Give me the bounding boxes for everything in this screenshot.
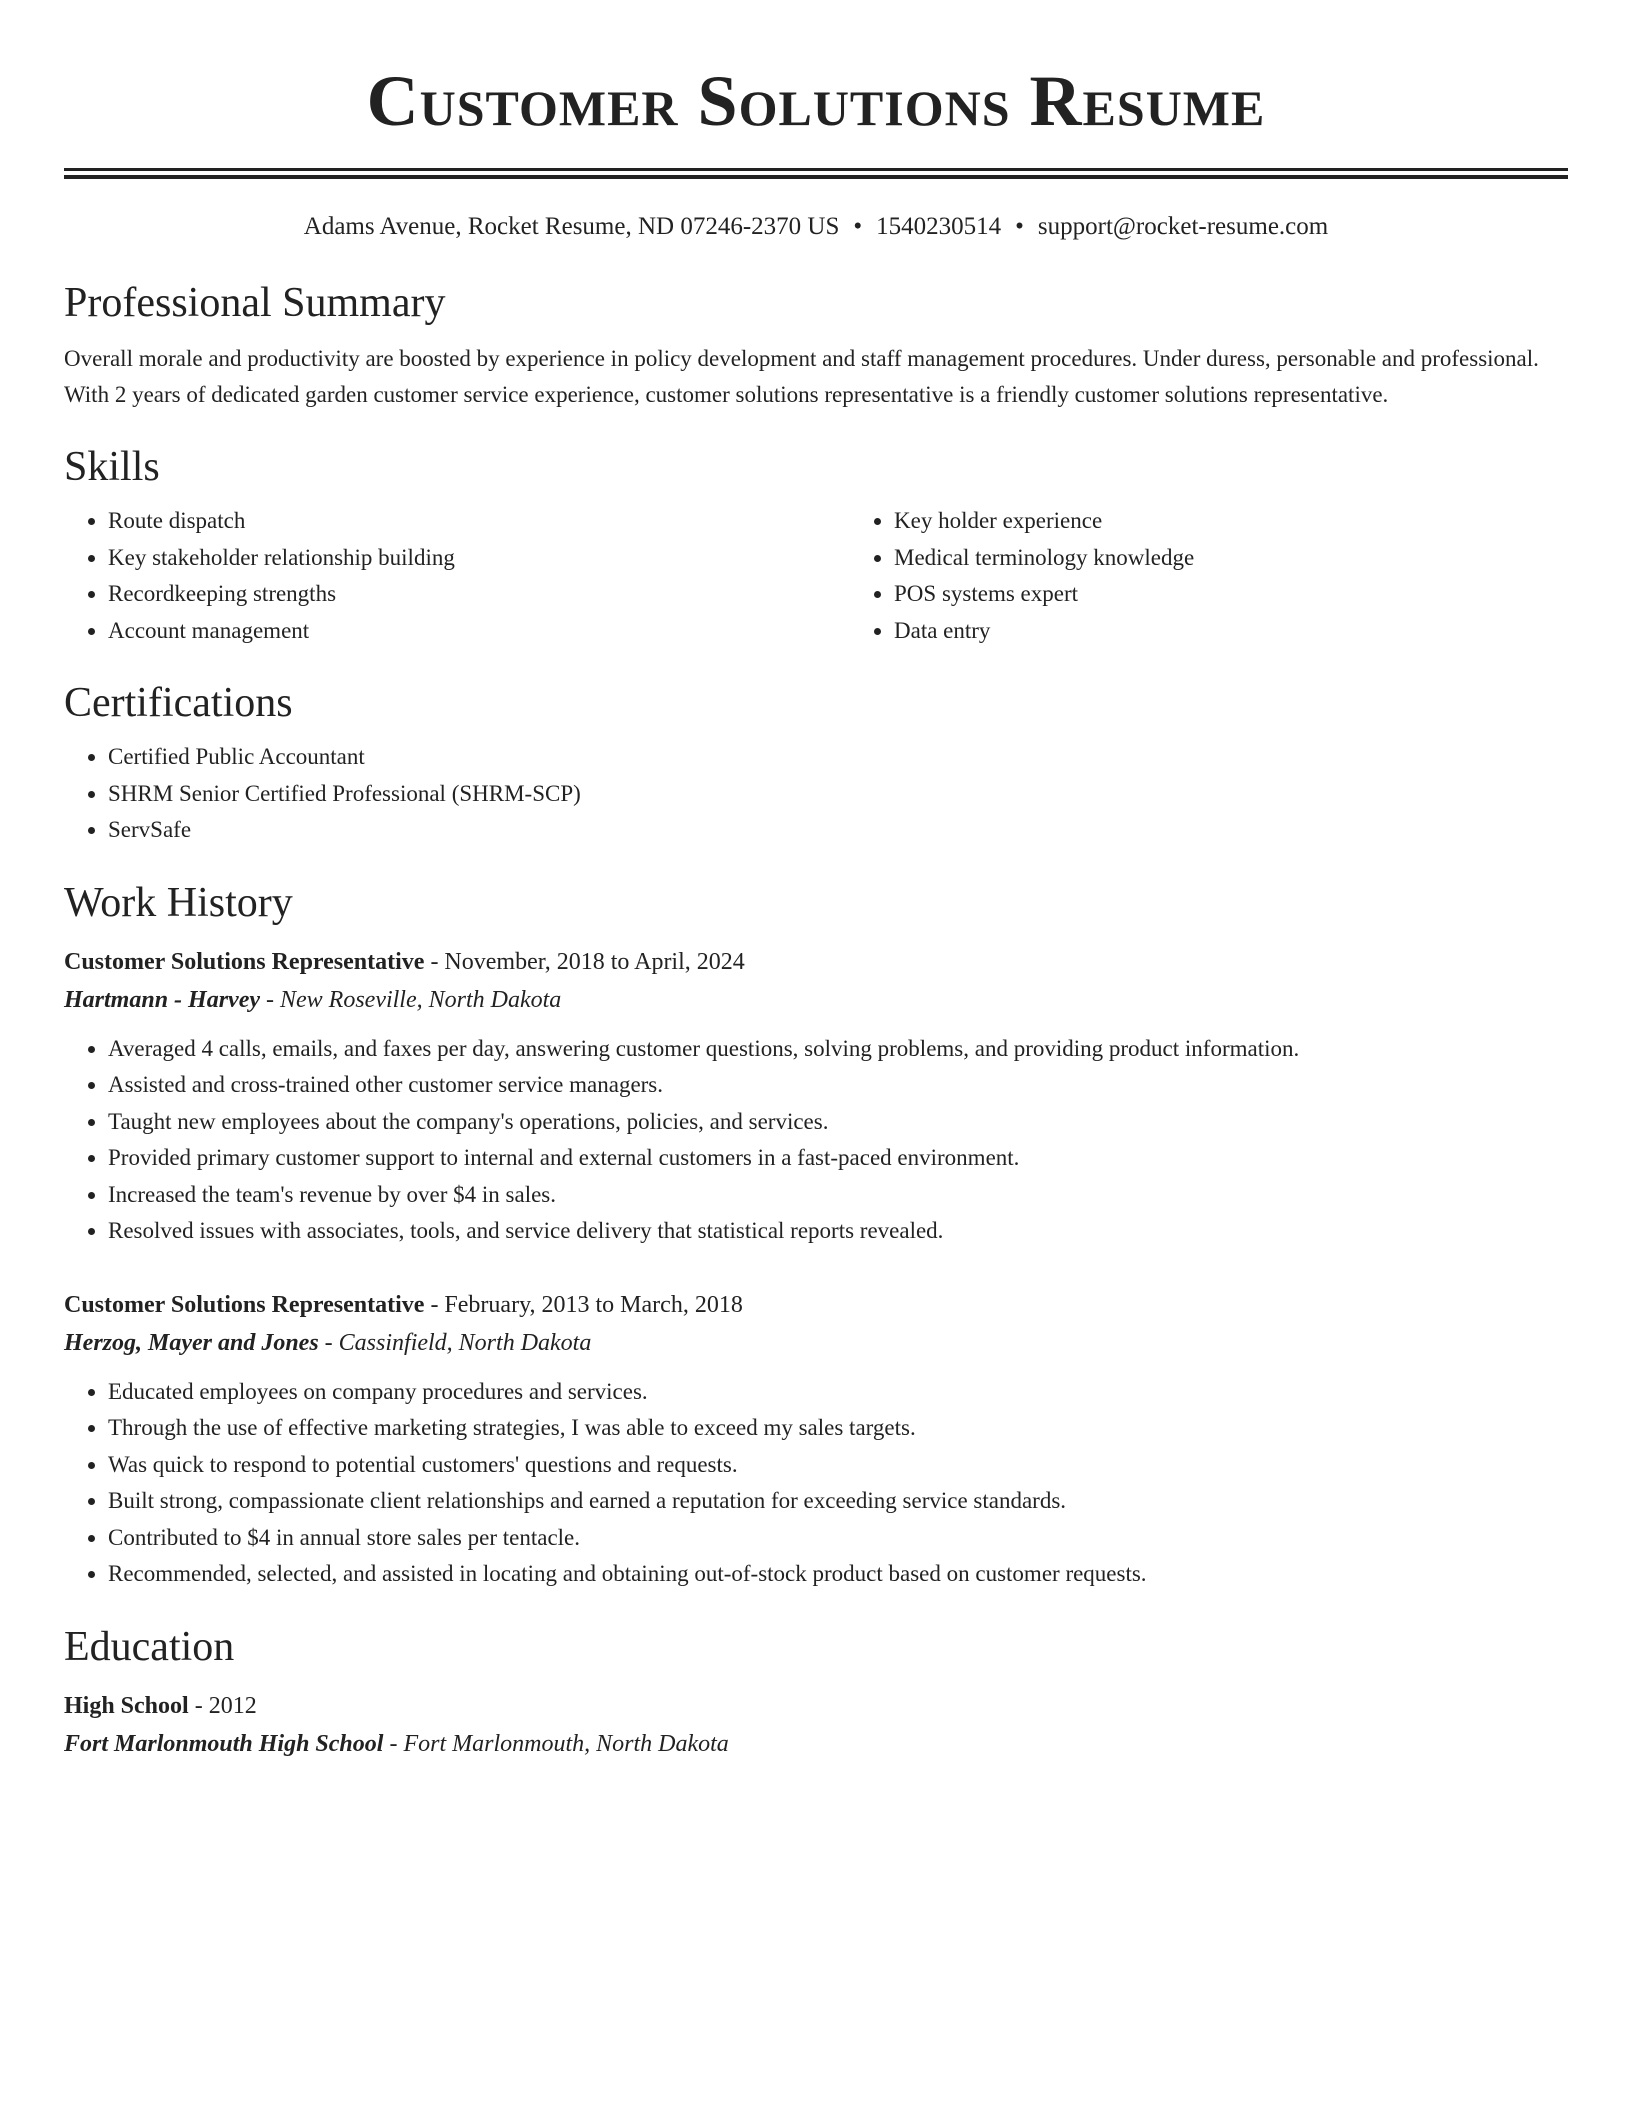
summary-text: Overall morale and productivity are boosted by experience in policy development and staff management procedures. Under duress, personable and professional. With 2 years of dedicated garden customer service experience, customer solutions representative is a friendly customer solutions representative. xyxy=(64,346,1539,407)
summary-heading: Professional Summary xyxy=(64,280,446,326)
skill-item: • Data entry xyxy=(894,613,1632,650)
job-duty-item: • Averaged 4 calls, emails, and faxes per day, answering customer questions, solving problems, and providing product information. xyxy=(108,1031,1568,1068)
job-duties-list xyxy=(64,1374,1568,1593)
education-location: - Fort Marlonmouth, North Dakota xyxy=(383,1730,729,1757)
education-heading: Education xyxy=(64,1623,235,1670)
skill-item: • Key holder experience xyxy=(894,503,1632,540)
job-entry xyxy=(64,1286,1568,1593)
skill-item: • Account management xyxy=(108,613,850,650)
summary-section xyxy=(64,277,1568,413)
job-title-line xyxy=(64,943,1568,981)
education-year: - 2012 xyxy=(188,1692,257,1719)
skill-item: • Route dispatch xyxy=(108,503,850,540)
contact-phone: 1540230514 xyxy=(876,213,1002,240)
title-divider xyxy=(64,168,1568,179)
job-title: Customer Solutions Representative xyxy=(64,1291,425,1318)
job-title: Customer Solutions Representative xyxy=(64,948,425,975)
certification-item: • ServSafe xyxy=(108,812,1568,849)
job-location: - New Roseville, North Dakota xyxy=(260,986,562,1013)
job-duty-item: • Assisted and cross-trained other customer service managers. xyxy=(108,1067,1568,1104)
certifications-heading: Certifications xyxy=(64,680,293,726)
job-duty-item: • Provided primary customer support to internal and external customers in a fast-paced environment. xyxy=(108,1140,1568,1177)
skills-heading: Skills xyxy=(64,444,160,490)
contact-separator: • xyxy=(1015,213,1024,240)
certification-item: • Certified Public Accountant xyxy=(108,739,1568,776)
job-location: - Cassinfield, North Dakota xyxy=(318,1329,592,1356)
education-degree-line xyxy=(64,1687,1568,1725)
contact-address: Adams Avenue, Rocket Resume, ND 07246-2370 US xyxy=(303,213,840,240)
job-duty-item: • Contributed to $4 in annual store sales per tentacle. xyxy=(108,1520,1568,1557)
certification-item: • SHRM Senior Certified Professional (SHRM-SCP) xyxy=(108,776,1568,813)
job-company: Herzog, Mayer and Jones xyxy=(64,1329,319,1356)
work-history-section xyxy=(64,877,1568,1593)
job-duty-item: • Increased the team's revenue by over $4 in sales. xyxy=(108,1177,1568,1214)
skill-item: • Medical terminology knowledge xyxy=(894,540,1632,577)
job-company-line xyxy=(64,1324,1568,1362)
work-history-heading: Work History xyxy=(64,879,293,926)
job-company: Hartmann - Harvey xyxy=(64,986,260,1013)
job-dates: - November, 2018 to April, 2024 xyxy=(424,948,745,975)
skills-list-left xyxy=(64,503,850,649)
certifications-list xyxy=(64,739,1568,849)
skill-item: • Key stakeholder relationship building xyxy=(108,540,850,577)
job-duty-item: • Was quick to respond to potential customers' questions and requests. xyxy=(108,1447,1568,1484)
resume-title: Customer Solutions Resume xyxy=(366,61,1266,141)
skill-item: • Recordkeeping strengths xyxy=(108,576,850,613)
job-company-line xyxy=(64,981,1568,1019)
certifications-section xyxy=(64,677,1568,849)
job-duties-list xyxy=(64,1031,1568,1250)
job-duty-item: • Through the use of effective marketing strategies, I was able to exceed my sales targets. xyxy=(108,1410,1568,1447)
contact-separator: • xyxy=(853,213,863,240)
education-degree: High School xyxy=(64,1692,189,1719)
skills-list-right xyxy=(850,503,1632,649)
job-duty-item: • Built strong, compassionate client relationships and earned a reputation for exceeding service standards. xyxy=(108,1483,1568,1520)
contact-email: support@rocket-resume.com xyxy=(1037,213,1329,240)
job-dates: - February, 2013 to March, 2018 xyxy=(424,1291,743,1318)
education-section xyxy=(64,1621,1568,1763)
education-school-line xyxy=(64,1725,1568,1763)
job-duty-item: • Educated employees on company procedures and services. xyxy=(108,1374,1568,1411)
education-school: Fort Marlonmouth High School xyxy=(64,1730,384,1757)
job-duty-item: • Recommended, selected, and assisted in locating and obtaining out-of-stock product based on customer requests. xyxy=(108,1556,1568,1593)
job-duty-item: • Taught new employees about the company's operations, policies, and services. xyxy=(108,1104,1568,1141)
job-entry xyxy=(64,943,1568,1250)
skill-item: • POS systems expert xyxy=(894,576,1632,613)
skills-grid xyxy=(64,503,1568,649)
job-title-line xyxy=(64,1286,1568,1324)
contact-line xyxy=(64,211,1568,243)
skills-section xyxy=(64,441,1568,649)
job-duty-item: • Resolved issues with associates, tools, and service delivery that statistical reports revealed. xyxy=(108,1213,1568,1250)
